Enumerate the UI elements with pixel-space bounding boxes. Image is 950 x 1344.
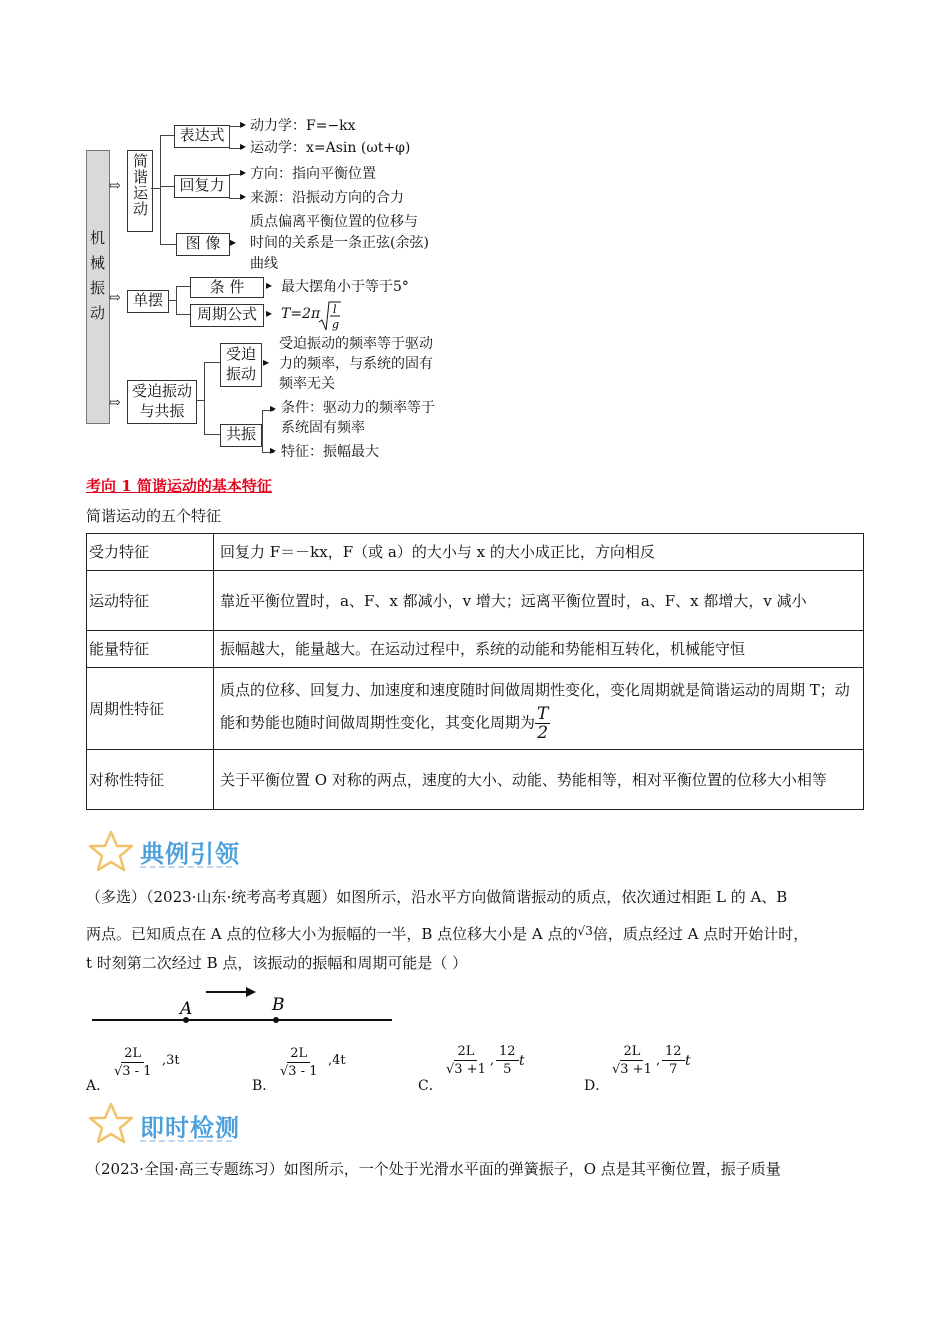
option-d-fraction [612,1043,652,1078]
dynamics-text: 动力学：F=−kx [250,118,356,134]
fraction-num: T [537,704,549,724]
point-a-label: A [180,999,193,1019]
table-row [87,534,864,571]
fraction-den: √3 - 1 [114,1064,152,1079]
row-value: 回复力 F＝－kx，F（或 a）的大小与 x 的大小成正比，方向相反 [214,534,864,571]
arrow-icon: ▸ [266,278,273,292]
graph-text-1: 质点偏离平衡位置的位移与 [250,214,418,230]
forced-text-1: 受迫振动的频率等于驱动 [279,336,433,352]
forced-vibration-box [220,343,262,387]
forced-resonance-box [127,380,197,424]
resonance-text-3: 特征：振幅最大 [281,444,379,460]
option-c-label[interactable]: C． [418,1078,443,1094]
example-line-2b: 倍，质点经过 A 点时开始计时， [592,925,809,943]
row-value: 靠近平衡位置时，a、F、x 都减小，v 增大；远离平衡位置时，a、F、x 都增大，v 减小 [214,571,864,631]
graph-box: 图 像 [176,233,230,256]
option-d-fraction-2 [662,1043,685,1078]
graph-text-2: 时间的关系是一条正弦(余弦) [250,235,429,251]
fraction-den: 2 [537,723,549,743]
row-key: 运动特征 [87,571,214,631]
row-key: 受力特征 [87,534,214,571]
example-header: 典例引领 [140,840,240,868]
sqrt-den: g [332,318,340,331]
arrow-right-icon [246,987,256,997]
option-b-fraction [280,1045,317,1080]
features-table [86,533,864,810]
expression-box: 表达式 [174,125,230,148]
kinematics-text: 运动学：x=Asin (ωt+φ) [250,140,411,156]
option-a-tail: ,3t [162,1053,180,1068]
option-b-label[interactable]: B． [252,1078,277,1094]
option-d-tail: t [685,1053,691,1069]
fraction-num: 2L [454,1043,477,1061]
arrow-icon: ▸ [270,443,277,457]
restoring-force-box: 回复力 [174,175,230,198]
forced-vibration-label: 受迫振动 [225,345,256,383]
row-value: 关于平衡位置 O 对称的两点，速度的大小、动能、势能相等，相对平衡位置的位移大小相等 [214,750,864,810]
source-text: 来源：沿振动方向的合力 [250,190,404,206]
sqrt-l-over-g [318,300,342,334]
mindmap-root-label: 机械振动 [88,230,106,330]
fraction-num: 2L [620,1043,643,1061]
option-a-label[interactable]: A． [86,1078,111,1094]
arrow-icon: ▸ [230,235,237,249]
row-value-text: 质点的位移、回复力、加速度和速度随时间做周期性变化，变化周期就是简谐运动的周期 T；动能和势能也随时间做周期性变化，其变化周期为 [220,681,850,732]
option-a-fraction [114,1045,151,1080]
motion-figure [90,980,400,1030]
row-value [214,668,864,750]
fraction-num: 12 [496,1043,519,1061]
sqrt-num: l [333,303,337,316]
condition-text: 最大摆角小于等于5° [281,279,409,295]
forced-text-3: 频率无关 [279,376,335,392]
table-row [87,750,864,810]
forced-resonance-label: 受迫振动与共振 [131,382,192,420]
forced-text-2: 力的频率，与系统的固有 [279,356,433,372]
arrow-icon: ▸ [240,189,247,203]
fraction-den: √3 +1 [446,1062,486,1077]
point-b-label: B [272,995,285,1015]
arrow-icon: ▸ [240,139,247,153]
section-tag: 考向 1 [86,477,137,495]
option-b-tail: ,4t [328,1053,346,1068]
arrow-icon: ▸ [240,165,247,179]
example-line-1: （多选）（2023·山东·统考高考真题）如图所示，沿水平方向做简谐振动的质点，依次通过相距 L 的 A、B [86,888,788,906]
fraction-num: 12 [662,1043,685,1061]
resonance-text-1: 条件：驱动力的频率等于 [281,400,435,416]
arrow-icon: ▸ [240,117,247,131]
example-line-3: t 时刻第二次经过 B 点，该振动的振幅和周期可能是（ ） [86,954,468,972]
check-text: （2023·全国·高三专题练习）如图所示，一个处于光滑水平面的弹簧振子，O 点是其平衡位置，振子质量 [86,1160,781,1178]
period-formula-box: 周期公式 [190,304,264,327]
fraction-num: 2L [121,1045,144,1063]
section-title-text: 简谐运动的基本特征 [136,477,272,495]
option-d-sep: , [656,1053,661,1068]
option-d-label[interactable]: D． [584,1078,610,1094]
fraction-den: 5 [503,1062,512,1077]
option-c-fraction [446,1043,486,1078]
arrow-icon: ⇨ [109,290,121,306]
arrow-icon: ⇨ [109,395,121,411]
period-fraction [535,705,550,742]
condition-box: 条 件 [190,277,264,298]
section-title [86,475,272,496]
fraction-num: 2L [287,1045,310,1063]
option-c-fraction-2 [496,1043,519,1078]
pendulum-box: 单摆 [127,290,169,313]
fraction-den: 7 [669,1062,678,1077]
period-formula-text: T=2π [281,306,321,322]
fraction-den: √3 +1 [612,1062,652,1077]
arrow-icon: ▸ [263,355,270,369]
graph-text-3: 曲线 [250,256,278,272]
shm-label: 简谐运动 [131,153,149,217]
row-value: 振幅越大，能量越大。在运动过程中，系统的动能和势能相互转化，机械能守恒 [214,631,864,668]
table-row [87,631,864,668]
star-icon [88,1102,134,1144]
option-c-tail: t [519,1053,525,1069]
arrow-icon: ▸ [270,401,277,415]
row-key: 能量特征 [87,631,214,668]
resonance-box: 共振 [220,424,262,447]
fraction-den: √3 - 1 [280,1064,318,1079]
table-row [87,668,864,750]
table-row [87,571,864,631]
example-line-2a: 两点。已知质点在 A 点的位移大小为振幅的一半，B 点位移大小是 A 点的 [86,925,578,943]
arrow-icon: ⇨ [109,178,121,194]
resonance-text-2: 系统固有频率 [281,420,365,436]
table-caption: 简谐运动的五个特征 [86,507,222,525]
check-header: 即时检测 [140,1114,240,1142]
sqrt3: √3 [577,924,593,938]
arrow-icon: ▸ [266,306,273,320]
row-key: 周期性特征 [87,668,214,750]
row-key: 对称性特征 [87,750,214,810]
star-icon [88,830,134,872]
direction-text: 方向：指向平衡位置 [250,166,376,182]
example-line-2 [86,916,808,949]
option-c-sep: , [490,1053,495,1068]
